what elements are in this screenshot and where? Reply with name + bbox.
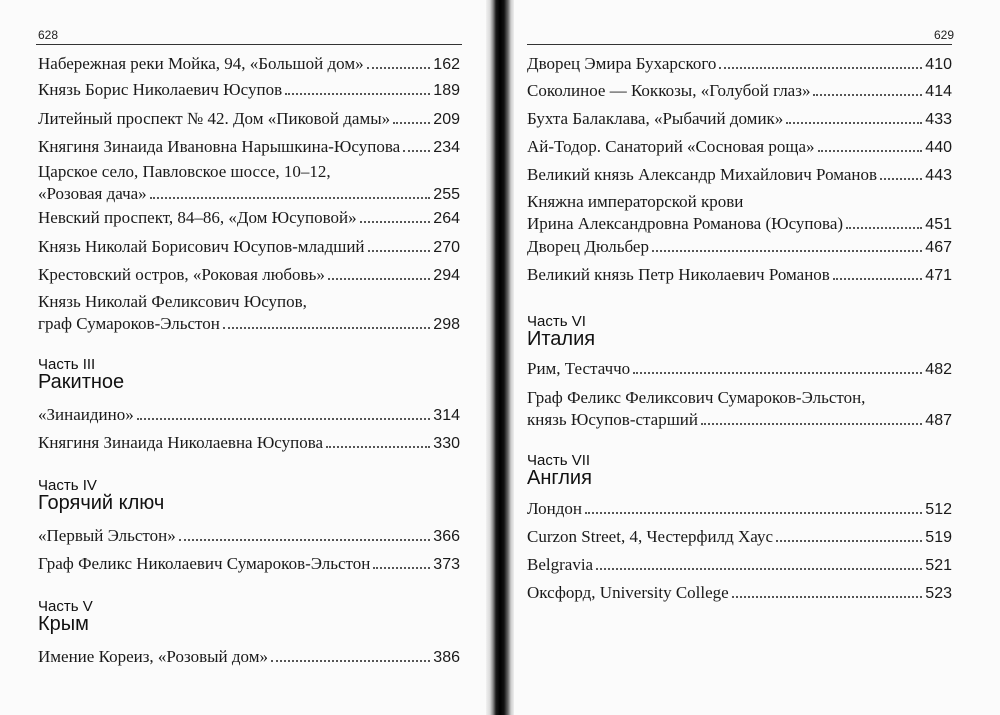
entry-row <box>38 525 460 548</box>
entry-row <box>38 404 460 427</box>
entry-page-number: 467 <box>925 239 952 256</box>
dot-leader <box>285 93 430 95</box>
toc-entry <box>527 191 952 236</box>
part-title: Горячий ключ <box>38 492 165 514</box>
entry-row <box>38 646 460 669</box>
entry-row <box>527 213 952 236</box>
entry-page-number: 512 <box>925 501 952 518</box>
dot-leader <box>776 540 922 542</box>
entry-page-number: 451 <box>925 216 952 233</box>
toc-entry <box>527 236 952 259</box>
entry-title: Дворец Эмира Бухарского <box>527 54 717 73</box>
dot-leader <box>360 221 431 223</box>
part-label: Часть VII <box>527 452 591 469</box>
entry-row <box>527 526 952 549</box>
entry-row <box>38 432 460 455</box>
entry-title: Дворец Дюльбер <box>527 237 649 256</box>
entry-title: Княгиня Зинаида Николаевна Юсупова <box>38 433 324 452</box>
toc-entry <box>38 404 460 427</box>
toc-entry <box>38 161 460 206</box>
entry-title: Невский проспект, 84–86, «Дом Юсуповой» <box>38 208 357 227</box>
entry-page-number: 294 <box>433 267 460 284</box>
entry-title: Бухта Балаклава, «Рыбачий домик» <box>527 109 784 128</box>
dot-leader <box>846 227 922 229</box>
entry-page-number: 521 <box>925 557 952 574</box>
entry-page-number: 519 <box>925 529 952 546</box>
dot-leader <box>585 512 922 514</box>
entry-title: Крестовский остров, «Роковая любовь» <box>38 265 325 284</box>
entry-row <box>527 53 952 76</box>
entry-title-line: Царское село, Павловское шоссе, 10–12, <box>38 162 331 181</box>
entry-row <box>38 183 460 206</box>
entry-title: «Зинаидино» <box>38 405 134 424</box>
entry-title: Литейный проспект № 42. Дом «Пиковой дамы» <box>38 109 391 128</box>
toc-entry <box>38 236 460 259</box>
entry-page-number: 443 <box>925 167 952 184</box>
toc-entry <box>38 53 460 76</box>
entry-row <box>38 79 460 102</box>
entry-row <box>527 80 952 103</box>
entry-title: Лондон <box>527 499 582 518</box>
toc-entry <box>527 80 952 103</box>
dot-leader <box>732 596 923 598</box>
entry-page-number: 410 <box>925 56 952 73</box>
entry-page-number: 162 <box>433 56 460 73</box>
part-label: Часть IV <box>38 477 97 494</box>
dot-leader <box>701 423 922 425</box>
entry-row <box>38 313 460 336</box>
entry-title: «Первый Эльстон» <box>38 526 176 545</box>
entry-page-number: 414 <box>925 83 952 100</box>
entry-title: Князь Борис Николаевич Юсупов <box>38 80 283 99</box>
dot-leader <box>393 122 430 124</box>
dot-leader <box>368 250 431 252</box>
entry-row <box>38 53 460 76</box>
entry-page-number: 471 <box>925 267 952 284</box>
entry-title-line: Граф Феликс Феликсович Сумароков-Эльстон, <box>527 388 866 407</box>
entry-title: Соколиное — Коккозы, «Голубой глаз» <box>527 81 811 100</box>
toc-entry <box>527 108 952 131</box>
dot-leader <box>633 372 922 374</box>
book-spine <box>486 0 514 715</box>
entry-row <box>527 498 952 521</box>
dot-leader <box>326 446 430 448</box>
entry-page-number: 314 <box>433 407 460 424</box>
dot-leader <box>223 327 430 329</box>
entry-title: Набережная реки Мойка, 94, «Большой дом» <box>38 54 364 73</box>
dot-leader <box>328 278 430 280</box>
toc-entry <box>527 136 952 159</box>
left-header-rule <box>36 44 462 45</box>
dot-leader <box>403 150 430 152</box>
toc-entry <box>38 108 460 131</box>
entry-title-line: Княжна императорской крови <box>527 192 744 211</box>
toc-entry <box>527 526 952 549</box>
entry-page-number: 433 <box>925 111 952 128</box>
entry-page-number: 330 <box>433 435 460 452</box>
entry-title: Великий князь Александр Михайлович Романов <box>527 165 878 184</box>
entry-title: Рим, Тестаччо <box>527 359 631 378</box>
entry-title-line: Князь Николай Феликсович Юсупов, <box>38 292 307 311</box>
dot-leader <box>813 94 922 96</box>
toc-entry <box>38 525 460 548</box>
entry-page-number: 209 <box>433 111 460 128</box>
left-page-number: 628 <box>38 28 59 42</box>
entry-title: Оксфорд, University College <box>527 583 729 602</box>
entry-row <box>527 582 952 605</box>
right-header-rule <box>527 44 952 45</box>
entry-row <box>38 553 460 576</box>
dot-leader <box>150 197 431 199</box>
toc-entry <box>38 136 460 159</box>
dot-leader <box>179 539 431 541</box>
toc-entry <box>527 554 952 577</box>
entry-title: Ирина Александровна Романова (Юсупова) <box>527 214 844 233</box>
dot-leader <box>596 568 922 570</box>
entry-title: Граф Феликс Николаевич Сумароков-Эльстон <box>38 554 371 573</box>
toc-entry <box>38 264 460 287</box>
entry-title: Княгиня Зинаида Ивановна Нарышкина-Юсупова <box>38 137 401 156</box>
dot-leader <box>719 67 922 69</box>
entry-row <box>527 108 952 131</box>
entry-page-number: 440 <box>925 139 952 156</box>
toc-entry <box>527 387 952 432</box>
entry-title: Великий князь Петр Николаевич Романов <box>527 265 830 284</box>
entry-page-number: 523 <box>925 585 952 602</box>
entry-title: Ай-Тодор. Санаторий «Сосновая роща» <box>527 137 815 156</box>
dot-leader <box>833 278 922 280</box>
dot-leader <box>271 660 430 662</box>
entry-row <box>38 136 460 159</box>
entry-row <box>527 554 952 577</box>
toc-entry <box>38 646 460 669</box>
toc-entry <box>38 553 460 576</box>
entry-row <box>527 136 952 159</box>
right-page-number: 629 <box>934 28 955 42</box>
entry-page-number: 234 <box>433 139 460 156</box>
entry-row <box>527 358 952 381</box>
entry-page-number: 264 <box>433 210 460 227</box>
entry-page-number: 482 <box>925 361 952 378</box>
toc-entry <box>38 432 460 455</box>
entry-row <box>527 264 952 287</box>
entry-title: князь Юсупов-старший <box>527 410 698 429</box>
toc-entry <box>527 582 952 605</box>
dot-leader <box>880 178 922 180</box>
entry-title: граф Сумароков-Эльстон <box>38 314 220 333</box>
entry-row <box>527 236 952 259</box>
toc-entry <box>527 53 952 76</box>
entry-row <box>38 108 460 131</box>
entry-title: Curzon Street, 4, Честерфилд Хаус <box>527 527 773 546</box>
entry-title: Belgravia <box>527 555 594 574</box>
entry-row <box>38 264 460 287</box>
toc-entry <box>527 498 952 521</box>
entry-title: Князь Николай Борисович Юсупов-младший <box>38 237 365 256</box>
toc-entry <box>527 164 952 187</box>
toc-entry <box>527 358 952 381</box>
entry-title: «Розовая дача» <box>38 184 147 203</box>
toc-entry <box>38 79 460 102</box>
dot-leader <box>137 418 431 420</box>
entry-page-number: 373 <box>433 556 460 573</box>
entry-row <box>38 207 460 230</box>
toc-entry <box>527 264 952 287</box>
entry-page-number: 189 <box>433 82 460 99</box>
entry-page-number: 366 <box>433 528 460 545</box>
entry-page-number: 386 <box>433 649 460 666</box>
dot-leader <box>818 150 923 152</box>
part-label: Часть III <box>38 356 96 373</box>
entry-row <box>38 236 460 259</box>
part-title: Англия <box>527 467 592 489</box>
dot-leader <box>786 122 922 124</box>
entry-page-number: 270 <box>433 239 460 256</box>
toc-entry <box>38 207 460 230</box>
entry-row <box>527 409 952 432</box>
entry-title: Имение Кореиз, «Розовый дом» <box>38 647 268 666</box>
part-title: Ракитное <box>38 371 125 393</box>
part-title: Италия <box>527 328 596 350</box>
toc-entry <box>38 291 460 336</box>
entry-page-number: 255 <box>433 186 460 203</box>
dot-leader <box>367 67 431 69</box>
dot-leader <box>652 250 922 252</box>
entry-page-number: 298 <box>433 316 460 333</box>
part-title: Крым <box>38 613 89 635</box>
entry-row <box>527 164 952 187</box>
part-label: Часть V <box>38 598 93 615</box>
entry-page-number: 487 <box>925 412 952 429</box>
dot-leader <box>373 567 430 569</box>
part-label: Часть VI <box>527 313 586 330</box>
